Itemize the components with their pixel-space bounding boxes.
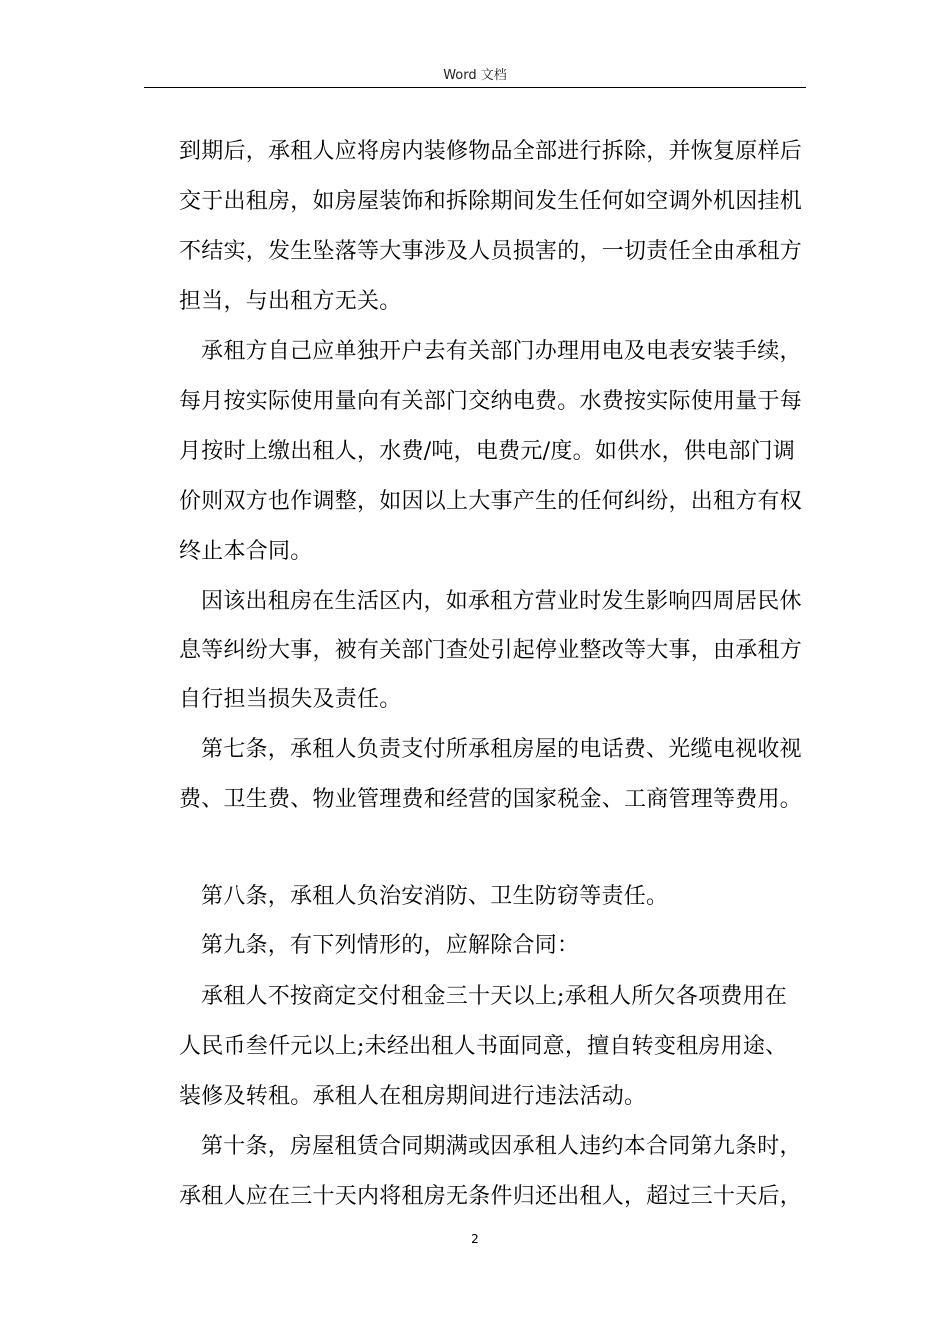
paragraph-line: 每月按实际使用量向有关部门交纳电费。水费按实际使用量于每 [179,389,803,414]
paragraph-line: 不结实，发生坠落等大事涉及人员损害的，一切责任全由承租方 [179,239,803,264]
page-number: 2 [471,1232,479,1246]
paragraph-line: 第九条，有下列情形的，应解除合同： [201,933,580,958]
page-header-title: Word 文档 [443,68,507,83]
paragraph-line: 价则双方也作调整，如因以上大事产生的任何纠纷，出租方有权 [179,489,803,514]
paragraph-line: 终止本合同。 [179,539,313,564]
paragraph-line: 担当，与出租方无关。 [179,289,402,314]
paragraph-line: 息等纠纷大事，被有关部门查处引起停业整改等大事，由承租方 [179,638,803,663]
paragraph-line: 因该出租房在生活区内，如承租方营业时发生影响四周居民休 [201,589,802,614]
paragraph-line: 承租人不按商定交付租金三十天以上;承租人所欠各项费用在 [201,984,788,1009]
header-divider [144,87,806,88]
paragraph-line: 人民币叁仟元以上;未经出租人书面同意，擅自转变租房用途、 [179,1034,788,1059]
paragraph-line: 第七条，承租人负责支付所承租房屋的电话费、光缆电视收视 [201,737,802,762]
paragraph-line: 费、卫生费、物业管理费和经营的国家税金、工商管理等费用。 [179,787,803,812]
paragraph-line: 第十条，房屋租赁合同期满或因承租人违约本合同第九条时， [201,1134,802,1159]
paragraph-line: 到期后，承租人应将房内装修物品全部进行拆除，并恢复原样后 [179,139,803,164]
paragraph-line: 交于出租房，如房屋装饰和拆除期间发生任何如空调外机因挂机 [179,189,803,214]
paragraph-line: 承租人应在三十天内将租房无条件归还出租人，超过三十天后， [179,1184,803,1209]
paragraph-line: 装修及转租。承租人在租房期间进行违法活动。 [179,1084,647,1109]
paragraph-line: 承租方自己应单独开户去有关部门办理用电及电表安装手续， [201,339,802,364]
paragraph-line: 月按时上缴出租人，水费/吨，电费元/度。如供水，供电部门调 [179,439,796,464]
paragraph-line: 自行担当损失及责任。 [179,687,402,712]
paragraph-line: 第八条，承租人负治安消防、卫生防窃等责任。 [201,884,669,909]
